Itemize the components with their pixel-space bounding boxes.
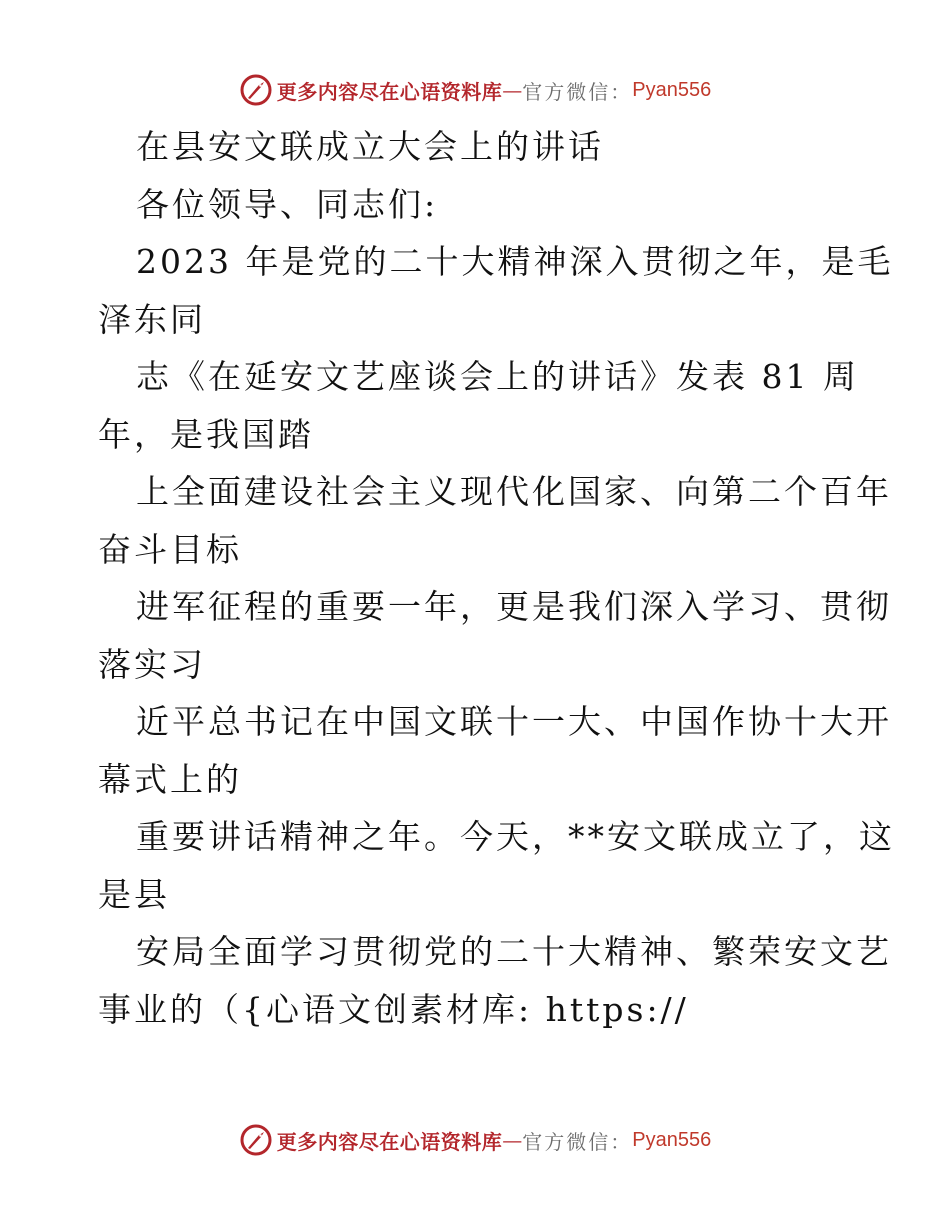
paragraph-line: 年，是我国踏 bbox=[98, 414, 314, 454]
paragraph-line: 事业的（{心语文创素材库: https:// bbox=[98, 989, 689, 1029]
header-banner bbox=[0, 70, 950, 110]
salutation: 各位领导、同志们: bbox=[136, 184, 439, 224]
document-body bbox=[98, 118, 895, 1038]
paragraph-line: 泽东同 bbox=[98, 299, 206, 339]
paragraph-line: 奋斗目标 bbox=[98, 529, 242, 569]
paragraph-line: 落实习 bbox=[98, 644, 206, 684]
paragraph-line: 安局全面学习贯彻党的二十大精神、繁荣安文艺 bbox=[136, 932, 892, 971]
footer-banner bbox=[0, 1120, 950, 1160]
paragraph-line: 进军征程的重要一年，更是我们深入学习、贯彻 bbox=[136, 587, 892, 626]
paragraph-line: 志《在延安文艺座谈会上的讲话》发表 81 周 bbox=[136, 357, 859, 396]
document-title: 在县安文联成立大会上的讲话 bbox=[136, 127, 604, 166]
footer-banner-separator: — bbox=[502, 1128, 523, 1152]
pen-nib-logo-icon bbox=[239, 73, 273, 107]
header-banner-official-label: 官方微信： bbox=[522, 79, 633, 104]
header-banner-main-text: 更多内容尽在心语资料库 bbox=[276, 79, 503, 104]
footer-banner-main-text: 更多内容尽在心语资料库 bbox=[276, 1129, 503, 1154]
paragraph-line: 上全面建设社会主义现代化国家、向第二个百年 bbox=[136, 472, 892, 511]
footer-banner-official-label: 官方微信： bbox=[522, 1129, 633, 1154]
paragraph-line: 重要讲话精神之年。今天，**安文联成立了，这 bbox=[136, 817, 895, 856]
pen-nib-logo-icon bbox=[239, 1123, 273, 1157]
paragraph-line: 幕式上的 bbox=[98, 759, 242, 799]
header-banner-wechat-id: Pyan556 bbox=[632, 78, 712, 101]
footer-banner-wechat-id: Pyan556 bbox=[632, 1128, 712, 1151]
header-banner-separator: — bbox=[502, 78, 523, 102]
paragraph-line: 近平总书记在中国文联十一大、中国作协十大开 bbox=[136, 702, 892, 741]
paragraph-line: 2023 年是党的二十大精神深入贯彻之年，是毛 bbox=[136, 242, 894, 281]
paragraph-line: 是县 bbox=[98, 874, 170, 914]
